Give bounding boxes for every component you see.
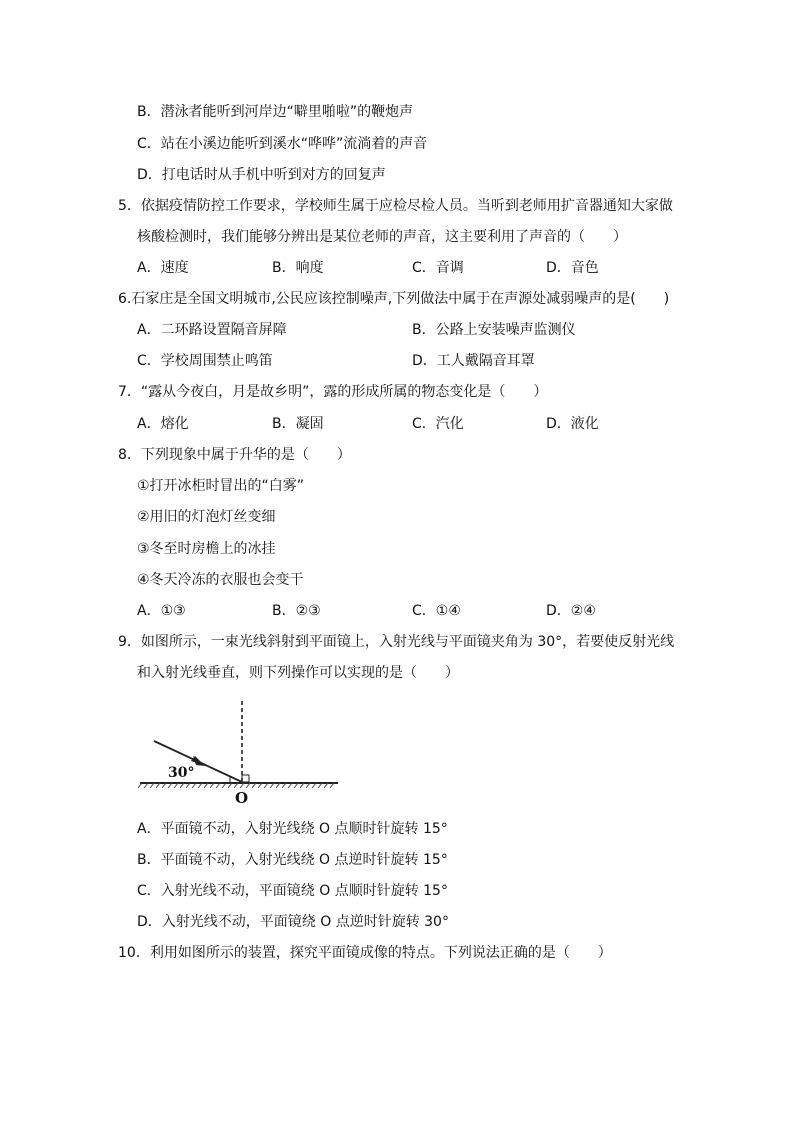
q8-option-c: C．①④ [412, 603, 461, 619]
q6-option-c: C．学校周围禁止鸣笛 [137, 353, 273, 369]
q8-item-2: ②用旧的灯泡灯丝变细 [137, 509, 276, 525]
q4-option-d: D．打电话时从手机中听到对方的回复声 [137, 167, 386, 183]
q8-option-d: D．②④ [546, 603, 596, 619]
angle-label: 30° [168, 765, 195, 781]
q9-option-a: A．平面镜不动，入射光线绕 O 点顺时针旋转 15° [137, 821, 448, 837]
q7-option-d: D．液化 [546, 416, 599, 432]
q8-item-1: ①打开冰柜时冒出的“白雾” [137, 478, 305, 494]
q8-item-4: ④冬天冷冻的衣服也会变干 [137, 572, 304, 588]
q5-option-a: A．速度 [137, 260, 189, 276]
q4-option-c: C．站在小溪边能听到溪水“哗哗”流淌着的声音 [137, 136, 428, 152]
q5-option-d: D．音色 [546, 260, 599, 276]
q5-stem-line2: 核酸检测时，我们能够分辨出是某位老师的声音，这主要利用了声音的（ ） [137, 229, 627, 245]
q7-option-b: B．凝固 [272, 416, 324, 432]
q5-option-c: C．音调 [412, 260, 464, 276]
q9-option-b: B．平面镜不动，入射光线绕 O 点逆时针旋转 15° [137, 852, 448, 868]
q9-stem-line1: 9．如图所示，一束光线斜射到平面镜上，入射光线与平面镜夹角为 30°，若要使反射光线 [118, 634, 675, 650]
q5-stem-line1: 5．依据疫情防控工作要求，学校师生属于应检尽检人员。当听到老师用扩音器通知大家做 [118, 198, 673, 214]
q10-stem: 10．利用如图所示的装置，探究平面镜成像的特点。下列说法正确的是（ ） [118, 945, 612, 961]
q8-option-a: A．①③ [137, 603, 186, 619]
q7-stem: 7．“露从今夜白，月是故乡明”，露的形成所属的物态变化是（ ） [118, 384, 548, 400]
q9-option-d: D．入射光线不动，平面镜绕 O 点逆时针旋转 30° [137, 914, 449, 930]
point-o-label: O [235, 789, 249, 807]
q8-item-3: ③冬至时房檐上的冰挂 [137, 541, 276, 557]
mirror-reflection-diagram [138, 695, 348, 810]
q6-option-a: A．二环路设置隔音屏障 [137, 322, 287, 338]
q6-option-b: B．公路上安装噪声监测仪 [412, 322, 576, 338]
right-angle-mark [242, 775, 249, 782]
q4-option-b: B．潜泳者能听到河岸边“噼里啪啦”的鞭炮声 [137, 104, 414, 120]
q6-option-d: D．工人戴隔音耳罩 [412, 353, 535, 369]
q8-stem: 8．下列现象中属于升华的是（ ） [118, 447, 351, 463]
q7-option-c: C．汽化 [412, 416, 464, 432]
q7-option-a: A．熔化 [137, 416, 189, 432]
q6-stem: 6.石家庄是全国文明城市,公民应该控制噪声,下列做法中属于在声源处减弱噪声的是( ) [118, 291, 670, 307]
q8-option-b: B．②③ [272, 603, 321, 619]
q9-option-c: C．入射光线不动，平面镜绕 O 点顺时针旋转 15° [137, 883, 448, 899]
q9-stem-line2: 和入射光线垂直，则下列操作可以实现的是（ ） [137, 665, 459, 681]
q5-option-b: B．响度 [272, 260, 324, 276]
